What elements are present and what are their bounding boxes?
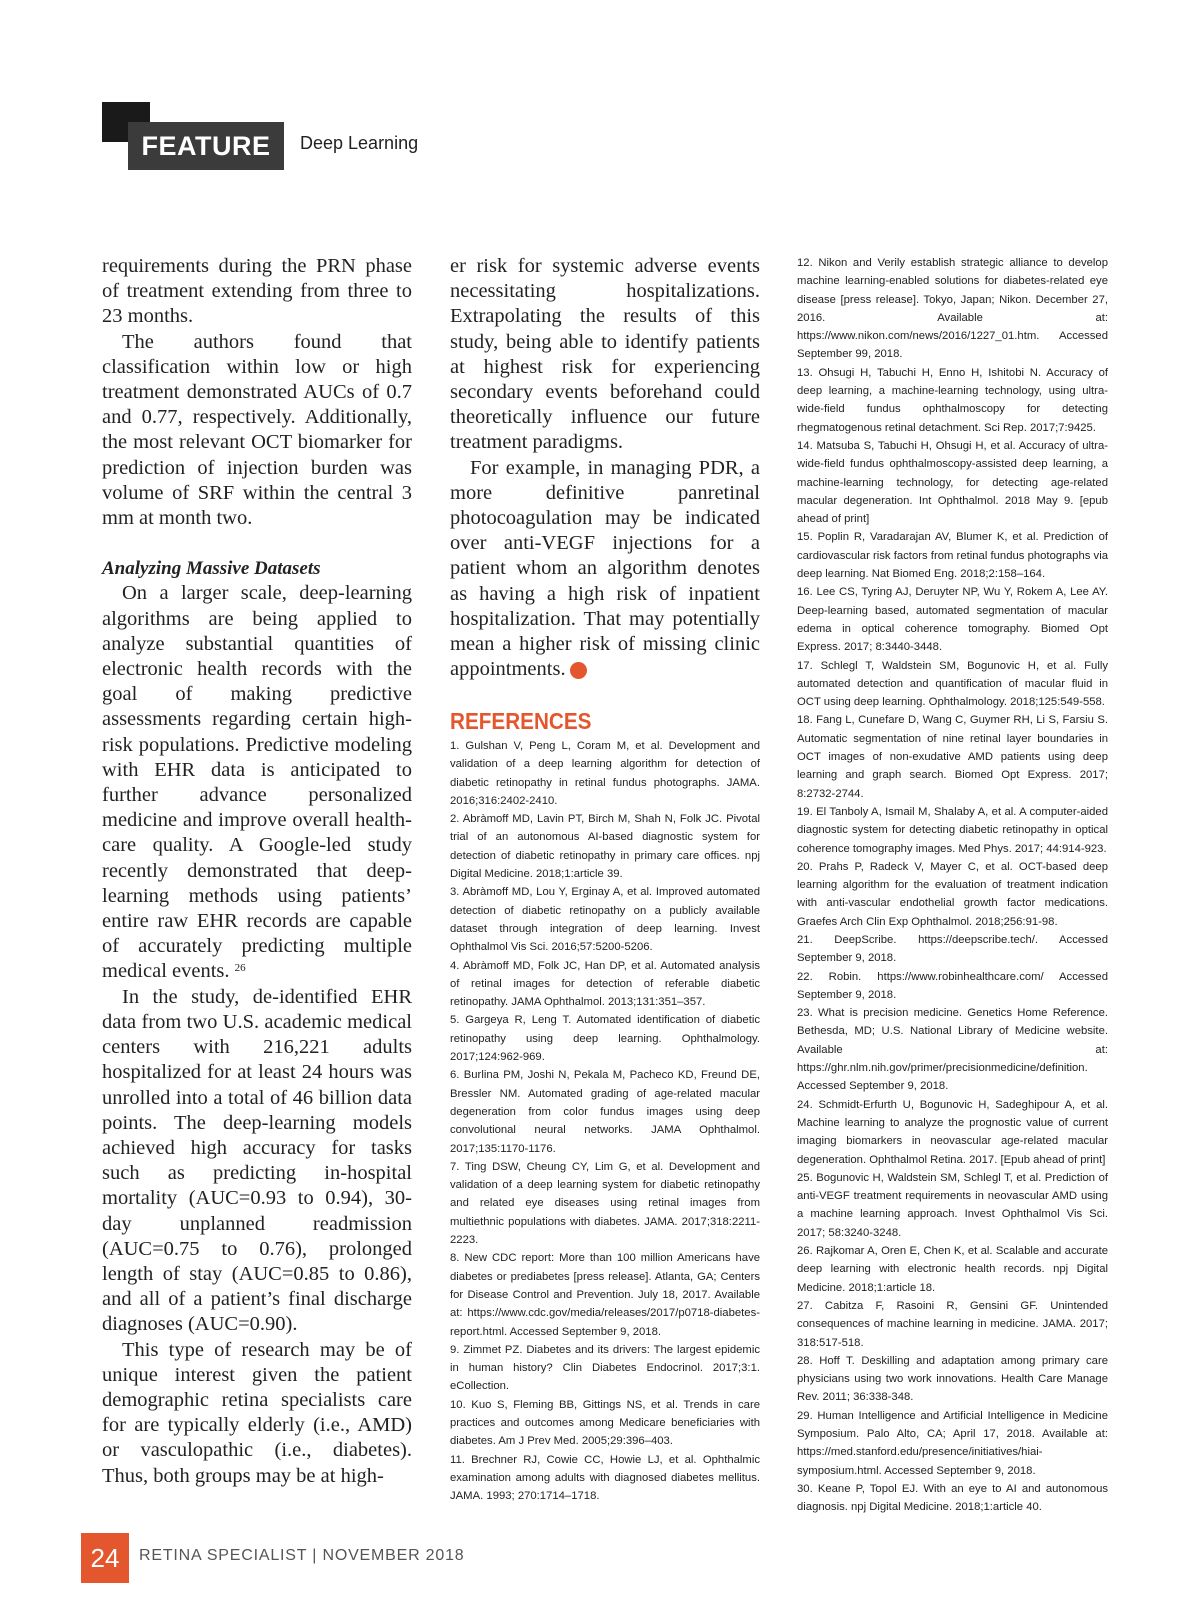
reference-item: 1. Gulshan V, Peng L, Coram M, et al. Development and validation of a deep learning algorithm for detection of diabetic retinopathy in retinal fundus photographs. JAMA. 2016;316:2402-2410. [450, 740, 760, 807]
paragraph: This type of research may be of unique interest given the patient demographic retina specialists care for are typically elderly (i.e., AMD) or vasculopathic (i.e., diabetes). Thus, both groups may be at high- [102, 1338, 412, 1487]
reference-item: 21. DeepScribe. https://deepscribe.tech/. Accessed September 9, 2018. [797, 933, 1108, 965]
reference-item: 16. Lee CS, Tyring AJ, Deruyter NP, Wu Y, Rokem A, Lee AY. Deep-learning based, automated segmentation of macular edema in optical coherence tomography. Biomed Opt Express. 2017; 8:3440-3448. [797, 586, 1108, 654]
reference-item: 18. Fang L, Cunefare D, Wang C, Guymer RH, Li S, Farsiu S. Automatic segmentation of nine retinal layer boundaries in OCT images of non-exudative AMD patients using deep learning and graph search. Biomed Opt Express. 2017; 8:2732-2744. [797, 714, 1108, 800]
article-column-1 [102, 254, 412, 1489]
reference-item: 13. Ohsugi H, Tabuchi H, Enno H, Ishitobi N. Accuracy of deep learning, a machine-learning technology, using ultra-wide-field fundus ophthalmoscopy for detecting rhegmatogenous retinal detachment. Sci Rep. 2017;7:9425. [797, 366, 1108, 434]
reference-item: 20. Prahs P, Radeck V, Mayer C, et al. OCT-based deep learning algorithm for the evaluation of treatment indication with anti-vascular endothelial growth factor medications. Graefes Arch Clin Exp Ophthalmol. 2018;256:91-98. [797, 860, 1108, 928]
paragraph: requirements during the PRN phase of treatment extending from three to 23 months. [102, 255, 412, 328]
reference-item: 9. Zimmet PZ. Diabetes and its drivers: The largest epidemic in human history? Clin Diabetes Endocrinol. 2017;3:1. eCollection. [450, 1343, 760, 1393]
reference-item: 28. Hoff T. Deskilling and adaptation among primary care physicians using two work innovations. Health Care Manage Rev. 2011; 36:338-348. [797, 1354, 1108, 1404]
reference-item: 30. Keane P, Topol EJ. With an eye to AI and autonomous diagnosis. npj Digital Medicine. 2018;1:article 40. [797, 1482, 1108, 1514]
references-list-column-2 [450, 737, 760, 1505]
paragraph-text: On a larger scale, deep-learning algorithms are being applied to analyze substantial quantities of electronic health records with the goal of making predictive assessments regarding certain high-risk populations. Predictive modeling with EHR data is anticipated to further advance personalized medicine and improve overall health-care quality. A Google-led study recently demonstrated that deep-learning methods using patients’ entire raw EHR records are capable of accurately predicting multiple medical events. [102, 582, 412, 983]
reference-item: 10. Kuo S, Fleming BB, Gittings NS, et al. Trends in care practices and outcomes among Medicare beneficiaries with diabetes. Am J Prev Med. 2005;29:396–403. [450, 1398, 760, 1448]
reference-item: 19. El Tanboly A, Ismail M, Shalaby A, et al. A computer-aided diagnostic system for detecting diabetic retinopathy in optical coherence tomography images. Med Phys. 2017; 44:914-923. [797, 805, 1108, 855]
reference-item: 12. Nikon and Verily establish strategic alliance to develop machine learning-enabled solutions for diabetes-related eye disease [press release]. Tokyo, Japan; Nikon. December 27, 2016. Available at: https://www.nikon.com/news/2016/1227_01.htm. Accessed September 99, 2018. [797, 257, 1108, 361]
reference-item: 23. What is precision medicine. Genetics Home Reference. Bethesda, MD; U.S. National Library of Medicine website. Available at: https://ghr.nlm.nih.gov/primer/precisionmedicine/definition. Accessed September 9, 2018. [797, 1007, 1108, 1093]
references-heading: REFERENCES [450, 708, 592, 734]
reference-item: 26. Rajkomar A, Oren E, Chen K, et al. Scalable and accurate deep learning with electronic health records. npj Digital Medicine. 2018;1:article 18. [797, 1245, 1108, 1294]
reference-item: 5. Gargeya R, Leng T. Automated identification of diabetic retinopathy using deep learning. Ophthalmology. 2017;124:962-969. [450, 1014, 760, 1064]
paragraph [102, 581, 412, 984]
reference-item: 15. Poplin R, Varadarajan AV, Blumer K, et al. Prediction of cardiovascular risk factors from retinal fundus photographs via deep learning. Nat Biomed Eng. 2018;2:158–164. [797, 531, 1108, 581]
article-column-2 [450, 254, 760, 682]
reference-item: 27. Cabitza F, Rasoini R, Gensini GF. Unintended consequences of machine learning in medicine. JAMA. 2017; 318:517-518. [797, 1299, 1108, 1349]
reference-item: 3. Abràmoff MD, Lou Y, Erginay A, et al. Improved automated detection of diabetic retinopathy on a publicly available dataset through integration of deep learning. Invest Ophthalmol Vis Sci. 2016;57:5200-5206. [450, 886, 760, 954]
citation-superscript: 26 [234, 962, 246, 975]
reference-item: 4. Abràmoff MD, Folk JC, Han DP, et al. Automated analysis of retinal images for detection of referable diabetic retinopathy. JAMA Ophthalmol. 2013;131:351–357. [450, 959, 760, 1009]
section-heading: Analyzing Massive Datasets [102, 558, 321, 580]
reference-item: 8. New CDC report: More than 100 million Americans have diabetes or prediabetes [press release]. Atlanta, GA; Centers for Disease Control and Prevention. July 18, 2017. Available at: https://www.cdc.gov/media/releases/2017/p0718-diabetes-report.html. Accessed September 9, 2018. [450, 1252, 760, 1338]
paragraph: In the study, de-identified EHR data from two U.S. academic medical centers with 216,221 adults hospitalized for at least 24 hours was unrolled into a total of 46 billion data points. The deep-learning models achieved high accuracy for tasks such as predicting in-hospital mortality (AUC=0.93 to 0.94), 30-day unplanned readmission (AUC=0.75 to 0.76), prolonged length of stay (AUC=0.85 to 0.86), and all of a patient’s final discharge diagnoses (AUC=0.90). [102, 985, 412, 1336]
reference-item: 25. Bogunovic H, Waldstein SM, Schlegl T, et al. Prediction of anti-VEGF treatment requirements in neovascular AMD using a machine learning approach. Invest Ophthalmol Vis Sci. 2017; 58:3240-3248. [797, 1171, 1108, 1239]
page-number: 24 [81, 1533, 129, 1583]
paragraph: The authors found that classification within low or high treatment demonstrated AUCs of 0.7 and 0.77, respectively. Additionally, the most relevant OCT biomarker for prediction of injection burden was volume of SRF within the central 3 mm at month two. [102, 330, 412, 530]
references-list-column-3 [797, 254, 1108, 1516]
paragraph-text: For example, in managing PDR, a more definitive panretinal photocoagulation may be indicated over anti-VEGF injections for a patient whom an algorithm denotes as having a high risk of inpatient hospitalization. That may potentially mean a higher risk of missing clinic appointments. [450, 456, 760, 681]
feature-label: FEATURE [128, 122, 284, 170]
reference-item: 7. Ting DSW, Cheung CY, Lim G, et al. Development and validation of a deep learning system for diabetic retinopathy and related eye diseases using retinal images from multiethnic populations with diabetes. JAMA. 2017;318:2211-2223. [450, 1160, 760, 1247]
paragraph: er risk for systemic adverse events necessitating hospitalizations. Extrapolating the results of this study, being able to identify patients at highest risk for experiencing secondary events beforehand could theoretically influence our future treatment paradigms. [450, 255, 760, 454]
paragraph [450, 456, 760, 683]
reference-item: 14. Matsuba S, Tabuchi H, Ohsugi H, et al. Accuracy of ultra-wide-field fundus ophthalmoscopy-assisted deep learning, a machine-learning technology, for detecting age-related macular degeneration. Int Ophthalmol. 2018 May 9. [epub ahead of print] [797, 439, 1108, 526]
reference-item: 11. Brechner RJ, Cowie CC, Howie LJ, et al. Ophthalmic examination among adults with diagnosed diabetes mellitus. JAMA. 1993; 270:1714–1718. [450, 1453, 760, 1503]
feature-topic: Deep Learning [300, 133, 419, 153]
publication-footer: RETINA SPECIALIST | NOVEMBER 2018 [139, 1547, 465, 1564]
end-mark-icon: RS [570, 662, 587, 679]
reference-item: 29. Human Intelligence and Artificial Intelligence in Medicine Symposium. Palo Alto, CA; April 17, 2018. Available at: https://med.stanford.edu/presence/initiatives/hiai-symposium.html. Accessed September 9, 2018. [797, 1409, 1108, 1477]
reference-item: 24. Schmidt-Erfurth U, Bogunovic H, Sadeghipour A, et al. Machine learning to analyze the prognostic value of current imaging biomarkers in neovascular age-related macular degeneration. Ophthalmol Retina. 2017. [Epub ahead of print] [797, 1098, 1108, 1166]
reference-item: 22. Robin. https://www.robinhealthcare.com/ Accessed September 9, 2018. [797, 970, 1108, 1001]
reference-item: 17. Schlegl T, Waldstein SM, Bogunovic H, et al. Fully automated detection and quantification of macular fluid in OCT using deep learning. Ophthalmology. 2018;125:549-558. [797, 659, 1108, 709]
reference-item: 6. Burlina PM, Joshi N, Pekala M, Pacheco KD, Freund DE, Bressler NM. Automated grading of age-related macular degeneration from color fundus images using deep convolutional neural networks. JAMA Ophthalmol. 2017;135:1170-1176. [450, 1069, 760, 1155]
reference-item: 2. Abràmoff MD, Lavin PT, Birch M, Shah N, Folk JC. Pivotal trial of an autonomous AI-based diagnostic system for detection of diabetic retinopathy in primary care offices. npj Digital Medicine. 2018;1:article 39. [450, 813, 760, 881]
